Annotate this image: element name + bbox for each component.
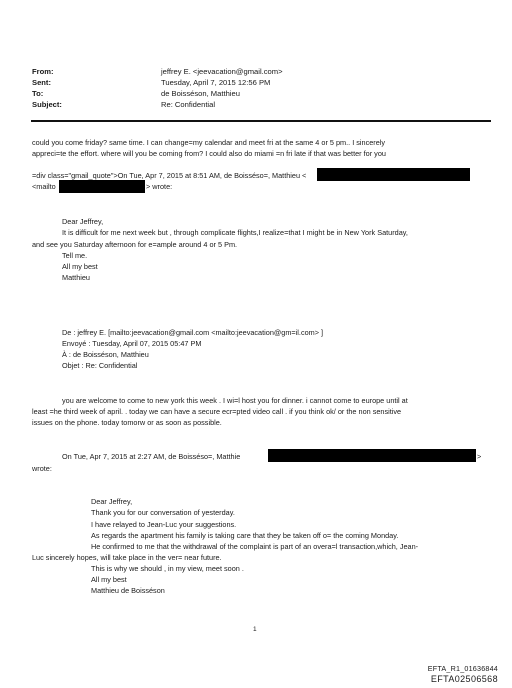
header-divider: [31, 120, 491, 122]
body-line: could you come friday? same time. I can change=my calendar and meet fri at the same 4 or 5 pm.. I sincerely: [32, 138, 386, 147]
redaction-box: [317, 168, 470, 181]
to-value: de Boisséson, Matthieu: [161, 89, 240, 98]
sent-label: Sent:: [32, 78, 51, 87]
quote-attribution: >: [477, 452, 482, 461]
quoted-line: and see you Saturday afternoon for e=ample around 4 or 5 Pm.: [32, 240, 238, 249]
quoted-line: This is why we should , in my view, meet soon .: [91, 564, 244, 573]
quoted-line: Dear Jeffrey,: [62, 217, 104, 226]
bates-number-secondary: EFTA02506568: [430, 674, 498, 684]
quoted-line: It is difficult for me next week but , through complicate flights,I realize=that I might be in New York Saturday,: [62, 228, 408, 237]
subject-value: Re: Confidential: [161, 100, 216, 109]
from-label: From:: [32, 67, 54, 76]
quoted-line: As regards the apartment his family is taking care that they be taken off o= the coming Monday.: [91, 531, 399, 540]
quoted-line: I have relayed to Jean-Luc your suggestions.: [91, 520, 237, 529]
page-number: 1: [253, 626, 257, 633]
from-value: jeffrey E. <jeevacation@gmail.com>: [161, 67, 283, 76]
quote-attribution: On Tue, Apr 7, 2015 at 2:27 AM, de Boisséso=, Matthie: [62, 452, 241, 461]
quoted-line: Luc sincerely hopes, will take place in the ver= near future.: [32, 553, 222, 562]
quoted-line: Dear Jeffrey,: [91, 497, 133, 506]
quote-attribution: =div class="gmail_quote">On Tue, Apr 7, 2015 at 8:51 AM, de Boisséso=, Matthieu <: [32, 171, 307, 180]
body-line: least =he third week of april. . today we can have a secure ecr=pted video call . if you think ok/ or the non sensitive: [32, 407, 402, 416]
quoted-line: He confirmed to me that the withdrawal of the complaint is part of an overa=l transaction,which, Jean-: [91, 542, 419, 551]
body-line: appreci=te the effort. where will you be coming from? I could also do miami =n fri late if that was better for you: [32, 149, 386, 158]
redaction-box: [268, 449, 476, 462]
body-line: issues on the phone. today tomorw or as soon as possible.: [32, 418, 222, 427]
forward-header-line: Envoyé : Tuesday, April 07, 2015 05:47 PM: [62, 339, 202, 348]
quoted-line: All my best: [91, 575, 127, 584]
bates-number-primary: EFTA_R1_01636844: [427, 664, 498, 673]
quoted-line: Thank you for our conversation of yesterday.: [91, 508, 235, 517]
forward-header-line: À : de Boisséson, Matthieu: [62, 350, 149, 359]
quoted-line: Matthieu: [62, 273, 90, 282]
quote-attribution: > wrote:: [146, 182, 173, 191]
quote-attribution: <mailto: [32, 182, 56, 191]
quoted-line: All my best: [62, 262, 98, 271]
sent-value: Tuesday, April 7, 2015 12:56 PM: [161, 78, 271, 87]
forward-header-line: De : jeffrey E. [mailto:jeevacation@gmail.com <mailto:jeevacation@gm=il.com> ]: [62, 328, 324, 337]
quoted-line: Tell me.: [62, 251, 88, 260]
forward-header-line: Objet : Re: Confidential: [62, 361, 138, 370]
body-line: you are welcome to come to new york this week . I wi=l host you for dinner. i cannot come to europe until at: [62, 396, 408, 405]
quote-attribution: wrote:: [32, 464, 52, 473]
subject-label: Subject:: [32, 100, 62, 109]
to-label: To:: [32, 89, 44, 98]
quoted-line: Matthieu de Boisséson: [91, 586, 165, 595]
redaction-box: [59, 180, 145, 193]
